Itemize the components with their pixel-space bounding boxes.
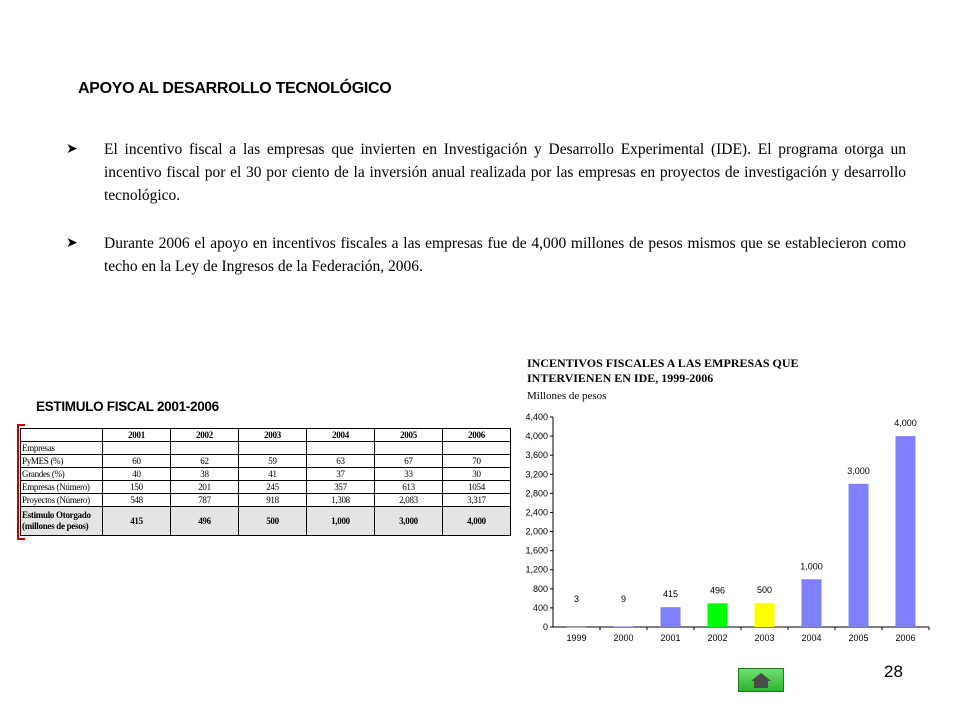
bar-value-label: 415 <box>662 589 679 600</box>
table-cell: 1054 <box>443 481 511 494</box>
table-row <box>21 442 511 455</box>
table-cell: 1,000 <box>307 507 375 536</box>
row-label: PyMES (%) <box>21 455 103 468</box>
table-cell: 3,317 <box>443 494 511 507</box>
table-cell <box>239 442 307 455</box>
home-button[interactable] <box>738 668 784 692</box>
table-cell <box>103 442 171 455</box>
y-tick-label: 3,600 <box>525 450 548 461</box>
bar <box>755 603 775 627</box>
bar-value-label: 500 <box>756 585 773 596</box>
y-tick-label: 4,400 <box>525 412 548 422</box>
table-cell: 415 <box>103 507 171 536</box>
y-tick-label: 2,400 <box>525 507 548 518</box>
table-accent-left <box>17 424 19 540</box>
table-cell: 70 <box>443 455 511 468</box>
table-cell: 496 <box>171 507 239 536</box>
table-cell: 1,308 <box>307 494 375 507</box>
total-label-line2: (millones de pesos) <box>22 521 89 531</box>
table-cell: 548 <box>103 494 171 507</box>
table-cell: 37 <box>307 468 375 481</box>
table-header-year: 2005 <box>375 429 443 442</box>
page-title: APOYO AL DESARROLLO TECNOLÓGICO <box>78 80 392 97</box>
table-cell: 59 <box>239 455 307 468</box>
table-total-row <box>21 507 511 536</box>
bullet-item-1 <box>66 138 906 207</box>
y-tick-label: 0 <box>542 622 548 632</box>
total-row-label <box>21 507 103 536</box>
table-header-year: 2002 <box>171 429 239 442</box>
table-cell: 201 <box>171 481 239 494</box>
x-tick-label: 2005 <box>848 633 869 643</box>
table-cell: 63 <box>307 455 375 468</box>
table-cell <box>307 442 375 455</box>
arrow-bullet-icon: ➤ <box>66 236 78 251</box>
table-cell: 245 <box>239 481 307 494</box>
total-label-line1: Estimulo Otorgado <box>22 510 91 520</box>
table-cell: 62 <box>171 455 239 468</box>
table-cell: 613 <box>375 481 443 494</box>
row-label: Proyectos (Número) <box>21 494 103 507</box>
bar <box>661 607 681 627</box>
fiscal-stimulus-table <box>20 428 511 536</box>
table-cell: 357 <box>307 481 375 494</box>
bar-value-label: 1,000 <box>800 561 823 572</box>
y-tick-label: 1,600 <box>525 545 548 556</box>
table-header-row <box>21 429 511 442</box>
table-cell: 150 <box>103 481 171 494</box>
home-icon <box>739 669 783 691</box>
table-section-label: Empresas <box>21 442 103 455</box>
x-tick-label: 1999 <box>566 633 587 643</box>
table-cell: 2,083 <box>375 494 443 507</box>
x-tick-label: 2006 <box>895 633 916 643</box>
table-cell: 40 <box>103 468 171 481</box>
table-accent-bottom <box>17 538 25 540</box>
table-header-year: 2001 <box>103 429 171 442</box>
table-title: ESTIMULO FISCAL 2001-2006 <box>36 399 219 414</box>
bar <box>614 627 634 628</box>
y-tick-label: 2,800 <box>525 488 548 499</box>
x-tick-label: 2004 <box>801 633 822 643</box>
bar <box>802 579 822 627</box>
bullet-item-2 <box>66 232 906 278</box>
table-cell: 60 <box>103 455 171 468</box>
y-tick-label: 400 <box>532 602 548 613</box>
y-tick-label: 2,000 <box>525 526 548 537</box>
y-tick-label: 800 <box>532 583 548 594</box>
table-cell <box>171 442 239 455</box>
y-tick-label: 1,200 <box>525 564 548 575</box>
x-tick-label: 2001 <box>660 633 681 643</box>
bar-value-label: 4,000 <box>894 418 917 429</box>
page-number: 28 <box>884 662 903 681</box>
bullet-text-1: El incentivo fiscal a las empresas que invierten en Investigación y Desarrollo Experimental (IDE). El programa otorga un incentivo fiscal por el 30 por ciento de la inversión anual realizada por las empresas en proyectos de investigación y desarrollo tecnológico. <box>104 141 906 204</box>
row-label: Empresas (Número) <box>21 481 103 494</box>
bar <box>896 436 916 627</box>
bullet-text-2: Durante 2006 el apoyo en incentivos fiscales a las empresas fue de 4,000 millones de pesos mismos que se establecieron como techo en la Ley de Ingresos de la Federación, 2006. <box>104 235 906 275</box>
table-header-year: 2004 <box>307 429 375 442</box>
table-header-year: 2003 <box>239 429 307 442</box>
bar-value-label: 496 <box>709 585 726 596</box>
bar-value-label: 9 <box>620 594 627 604</box>
x-tick-label: 2000 <box>613 633 634 643</box>
table-cell: 67 <box>375 455 443 468</box>
chart-title-line2: INTERVIENEN EN IDE, 1999-2006 <box>527 371 714 385</box>
table-cell: 33 <box>375 468 443 481</box>
table-row <box>21 455 511 468</box>
table-cell: 3,000 <box>375 507 443 536</box>
table-header-empty <box>21 429 103 442</box>
chart-title-line1: INCENTIVOS FISCALES A LAS EMPRESAS QUE <box>527 356 799 370</box>
bar-value-label: 3 <box>573 594 580 604</box>
table-row <box>21 468 511 481</box>
bar <box>849 484 869 627</box>
chart-y-unit-label: Millones de pesos <box>527 390 607 402</box>
table-accent-top <box>17 424 25 426</box>
arrow-bullet-icon: ➤ <box>66 142 78 157</box>
table-cell: 41 <box>239 468 307 481</box>
table-cell: 500 <box>239 507 307 536</box>
table-header-year: 2006 <box>443 429 511 442</box>
y-tick-label: 3,200 <box>525 469 548 480</box>
bar <box>708 603 728 627</box>
bar-chart <box>510 405 930 650</box>
table-cell: 4,000 <box>443 507 511 536</box>
table-cell: 30 <box>443 468 511 481</box>
bar <box>567 627 587 628</box>
table-row <box>21 481 511 494</box>
table-cell: 787 <box>171 494 239 507</box>
table-cell: 38 <box>171 468 239 481</box>
y-tick-label: 4,000 <box>525 431 548 442</box>
x-tick-label: 2002 <box>707 633 728 643</box>
table-row <box>21 494 511 507</box>
table-cell <box>443 442 511 455</box>
row-label: Grandes (%) <box>21 468 103 481</box>
bar-value-label: 3,000 <box>847 465 870 476</box>
x-tick-label: 2003 <box>754 633 775 643</box>
table-cell: 918 <box>239 494 307 507</box>
table-cell <box>375 442 443 455</box>
chart-title <box>527 356 799 386</box>
